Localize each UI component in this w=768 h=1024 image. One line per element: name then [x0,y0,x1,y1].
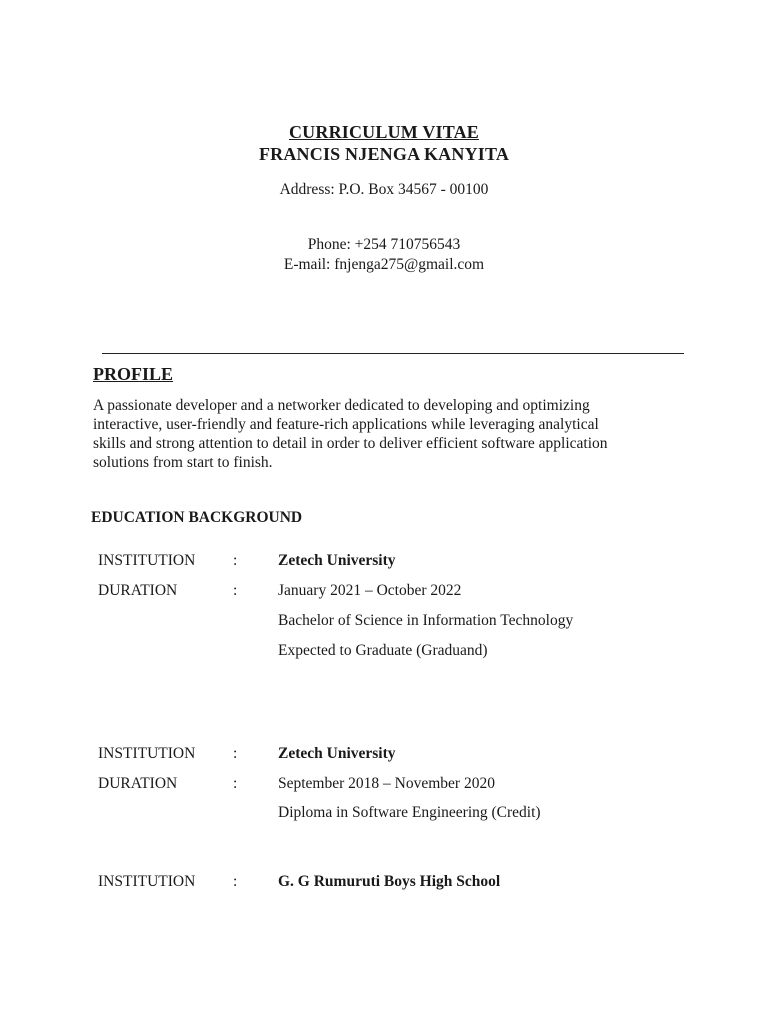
education-entry-2-institution-row [0,745,768,767]
education-heading: EDUCATION BACKGROUND [91,509,303,526]
institution-name: Zetech University [278,552,396,569]
profile-line: skills and strong attention to detail in order to deliver efficient software application [93,435,608,452]
duration-label: DURATION [98,775,178,792]
institution-name: Zetech University [278,745,396,762]
education-entry-1-detail-row [0,612,768,634]
education-entry-1-duration-row [0,582,768,604]
phone-line: Phone: +254 710756543 [307,236,461,253]
qualification-detail: Expected to Graduate (Graduand) [278,642,488,659]
profile-line: A passionate developer and a networker dedicated to developing and optimizing [93,397,590,414]
profile-heading: PROFILE [93,364,174,384]
institution-label: INSTITUTION [98,873,196,890]
institution-name: G. G Rumuruti Boys High School [278,873,501,890]
duration-value: January 2021 – October 2022 [278,582,462,599]
education-entry-2-duration-row [0,775,768,797]
duration-label: DURATION [98,582,178,599]
colon-separator: : [233,552,238,569]
qualification-detail: Bachelor of Science in Information Technology [278,612,574,629]
horizontal-divider [102,353,684,354]
email-line: E-mail: fnjenga275@gmail.com [283,256,485,273]
education-entry-1-detail-row [0,642,768,664]
profile-line: interactive, user-friendly and feature-rich applications while leveraging analytical [93,416,599,433]
institution-label: INSTITUTION [98,745,196,762]
colon-separator: : [233,745,238,762]
profile-paragraph [93,396,693,472]
address-line: Address: P.O. Box 34567 - 00100 [279,181,489,198]
colon-separator: : [233,873,238,890]
document-title: CURRICULUM VITAE [288,122,480,142]
candidate-name: FRANCIS NJENGA KANYITA [258,144,510,164]
institution-label: INSTITUTION [98,552,196,569]
colon-separator: : [233,582,238,599]
colon-separator: : [233,775,238,792]
education-entry-3-institution-row [0,873,768,895]
profile-line: solutions from start to finish. [93,454,273,471]
education-entry-1-institution-row [0,552,768,574]
education-entry-2-detail-row [0,804,768,826]
qualification-detail: Diploma in Software Engineering (Credit) [278,804,541,821]
duration-value: September 2018 – November 2020 [278,775,495,792]
